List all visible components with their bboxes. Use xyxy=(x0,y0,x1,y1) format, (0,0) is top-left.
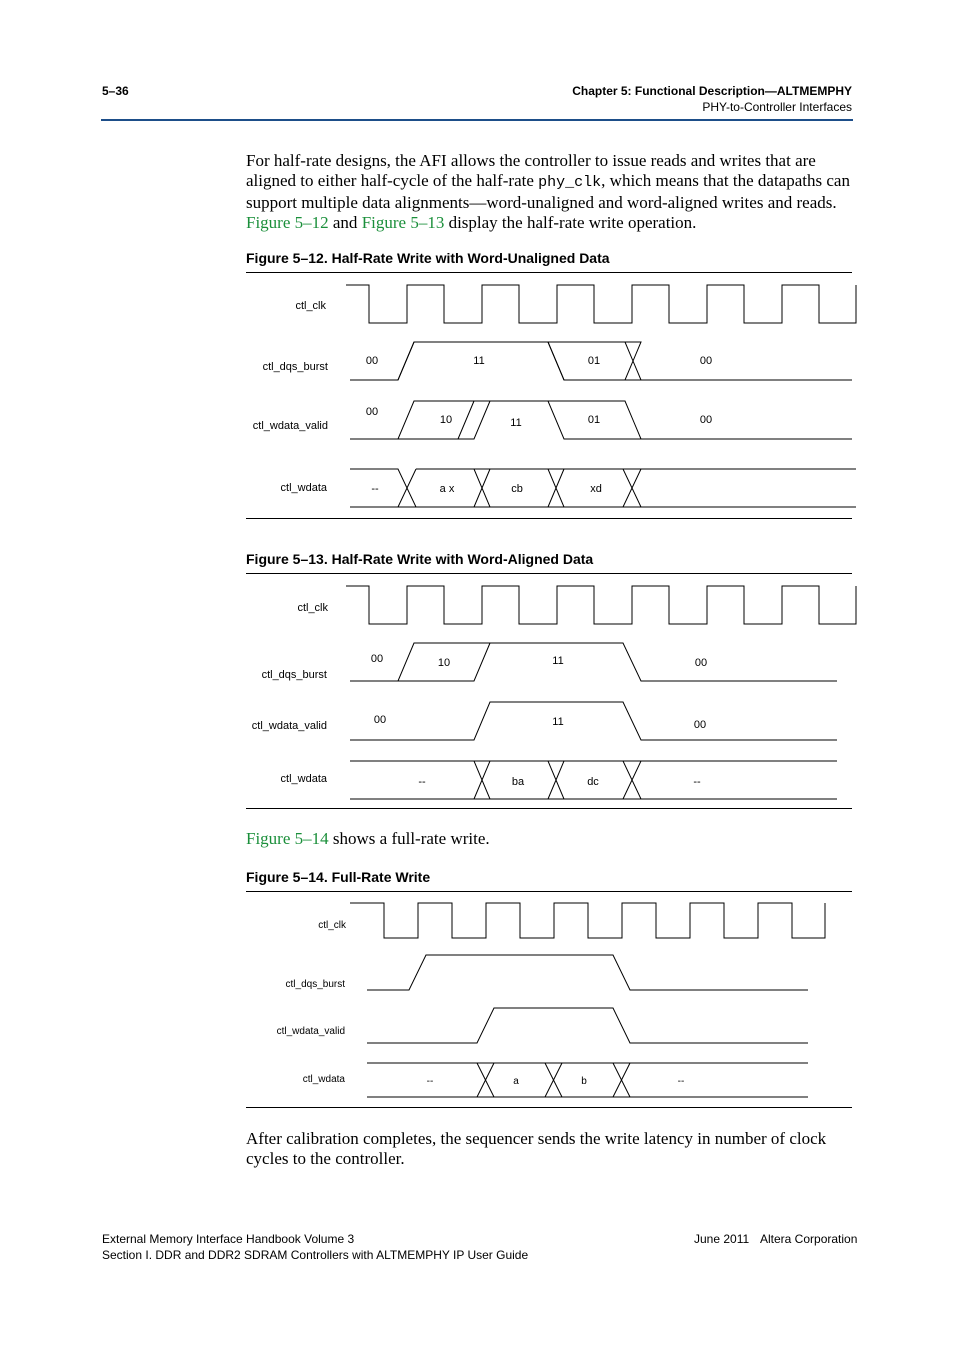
fig14-label-wdata: ctl_wdata xyxy=(302,1074,345,1085)
intro-text-and: and xyxy=(328,213,362,232)
fig13-dqs-waveform xyxy=(350,643,837,681)
fig14-wdata-v2: b xyxy=(581,1076,587,1087)
figure-5-12-bottom-rule xyxy=(246,518,852,519)
fig13-label-clk: ctl_clk xyxy=(297,602,328,614)
link-figure-5-14[interactable]: Figure 5–14 xyxy=(246,829,329,848)
fig12-valid-v1: 10 xyxy=(439,414,453,426)
fig12-dqs-v0: 00 xyxy=(365,355,379,367)
fig14-wdata-bus xyxy=(367,1063,808,1097)
fig12-valid-v0: 00 xyxy=(365,406,379,418)
fig13-label-valid: ctl_wdata_valid xyxy=(251,720,327,732)
page-number: 5–36 xyxy=(102,84,129,98)
section-title: PHY-to-Controller Interfaces xyxy=(702,100,852,114)
fig14-label-valid: ctl_wdata_valid xyxy=(276,1026,345,1037)
fig12-label-wdata: ctl_wdata xyxy=(280,482,327,494)
fig13-label-wdata: ctl_wdata xyxy=(280,773,327,785)
fig12-valid-v3: 01 xyxy=(587,414,601,426)
fig12-dqs-v1: 11 xyxy=(473,355,485,367)
fig12-label-valid: ctl_wdata_valid xyxy=(252,420,328,432)
link-figure-5-13[interactable]: Figure 5–13 xyxy=(361,213,445,232)
figure-5-13-title: Figure 5–13. Half-Rate Write with Word-Aligned Data xyxy=(246,551,594,567)
fig12-dqs-v2: 01 xyxy=(587,355,601,367)
intro-text-1: For half-rate designs, the AFI allows the controller to issue reads and writes that are aligned to either half-cycle of the half-rate xyxy=(246,151,816,190)
fig12-dqs-low xyxy=(350,342,641,380)
fig13-clk-waveform xyxy=(346,586,856,624)
link-figure-5-12[interactable]: Figure 5–12 xyxy=(246,213,329,232)
chapter-title: Chapter 5: Functional Description—ALTMEMPHY xyxy=(572,84,852,98)
fig13-dqs-v3: 00 xyxy=(694,657,708,669)
fig13-valid-v1: 11 xyxy=(552,716,564,728)
fig14-label-dqs: ctl_dqs_burst xyxy=(285,979,345,990)
header-rule xyxy=(101,119,853,121)
intro-paragraph xyxy=(246,151,856,233)
fig13-dqs-v2: 11 xyxy=(552,655,564,667)
mid-text: shows a full-rate write. xyxy=(328,829,490,848)
fig14-wdata-v1: a xyxy=(513,1076,519,1087)
fig14-dqs-waveform xyxy=(367,955,808,990)
fig12-valid-v4: 00 xyxy=(699,414,713,426)
figure-5-14-title: Figure 5–14. Full-Rate Write xyxy=(246,869,431,885)
fig12-label-dqs: ctl_dqs_burst xyxy=(262,361,328,373)
figure-5-14-bottom-rule xyxy=(246,1107,852,1108)
fig14-clk-waveform xyxy=(350,903,825,938)
figure-5-12-title: Figure 5–12. Half-Rate Write with Word-Unaligned Data xyxy=(246,250,610,266)
fig12-label-clk: ctl_clk xyxy=(295,300,326,312)
mid-paragraph xyxy=(246,829,856,849)
fig14-label-clk: ctl_clk xyxy=(318,920,346,931)
fig12-wdata-v3: xd xyxy=(590,483,602,495)
figure-5-13-top-rule xyxy=(246,573,852,574)
fig12-valid-v2: 11 xyxy=(510,417,522,429)
fig12-wdata-bus xyxy=(350,469,856,507)
fig12-dqs-v3: 00 xyxy=(699,355,713,367)
code-phy-clk: phy_clk xyxy=(538,174,602,191)
fig13-wdata-v3: -- xyxy=(693,776,701,788)
fig13-wdata-v0: -- xyxy=(418,776,426,788)
fig14-wdata-v3: -- xyxy=(677,1076,685,1087)
footer-guide: Section I. DDR and DDR2 SDRAM Controllers with ALTMEMPHY IP User Guide xyxy=(102,1248,529,1262)
intro-text-2: , which means that the datapaths can support multiple data alignments—word-unaligned and word-aligned writes and reads. xyxy=(246,171,850,212)
figure-5-14-top-rule xyxy=(246,891,852,892)
fig14-wdata-v0: -- xyxy=(426,1076,434,1087)
fig14-valid-waveform xyxy=(367,1008,808,1043)
fig12-valid-upper xyxy=(398,401,641,439)
fig13-dqs-v1: 10 xyxy=(437,657,451,669)
fig13-valid-waveform xyxy=(350,702,837,740)
footer-date: June 2011 xyxy=(694,1232,750,1246)
fig13-wdata-bus xyxy=(350,761,837,799)
fig13-dqs-v0: 00 xyxy=(370,653,384,665)
intro-text-3: display the half-rate write operation. xyxy=(444,213,697,232)
fig12-wdata-v2: cb xyxy=(511,483,523,495)
fig13-wdata-v2: dc xyxy=(587,776,599,788)
outro-paragraph: After calibration completes, the sequencer sends the write latency in number of clock cycles to the controller. xyxy=(246,1129,827,1168)
figure-5-13-bottom-rule xyxy=(246,808,852,809)
footer-company: Altera Corporation xyxy=(760,1232,858,1246)
figure-5-12-top-rule xyxy=(246,272,852,273)
fig13-valid-v2: 00 xyxy=(693,719,707,731)
fig12-wdata-v1: a x xyxy=(439,483,455,495)
fig12-valid-waveform xyxy=(350,401,852,439)
fig12-dqs-waveform xyxy=(350,342,852,380)
fig12-clk-waveform xyxy=(346,285,856,323)
fig13-valid-v0: 00 xyxy=(373,714,387,726)
fig12-wdata-v0: -- xyxy=(371,483,379,495)
footer-handbook: External Memory Interface Handbook Volume 3 xyxy=(102,1232,355,1246)
fig13-label-dqs: ctl_dqs_burst xyxy=(261,669,327,681)
fig12-dqs-upper xyxy=(548,342,641,380)
fig13-wdata-v1: ba xyxy=(511,776,525,788)
